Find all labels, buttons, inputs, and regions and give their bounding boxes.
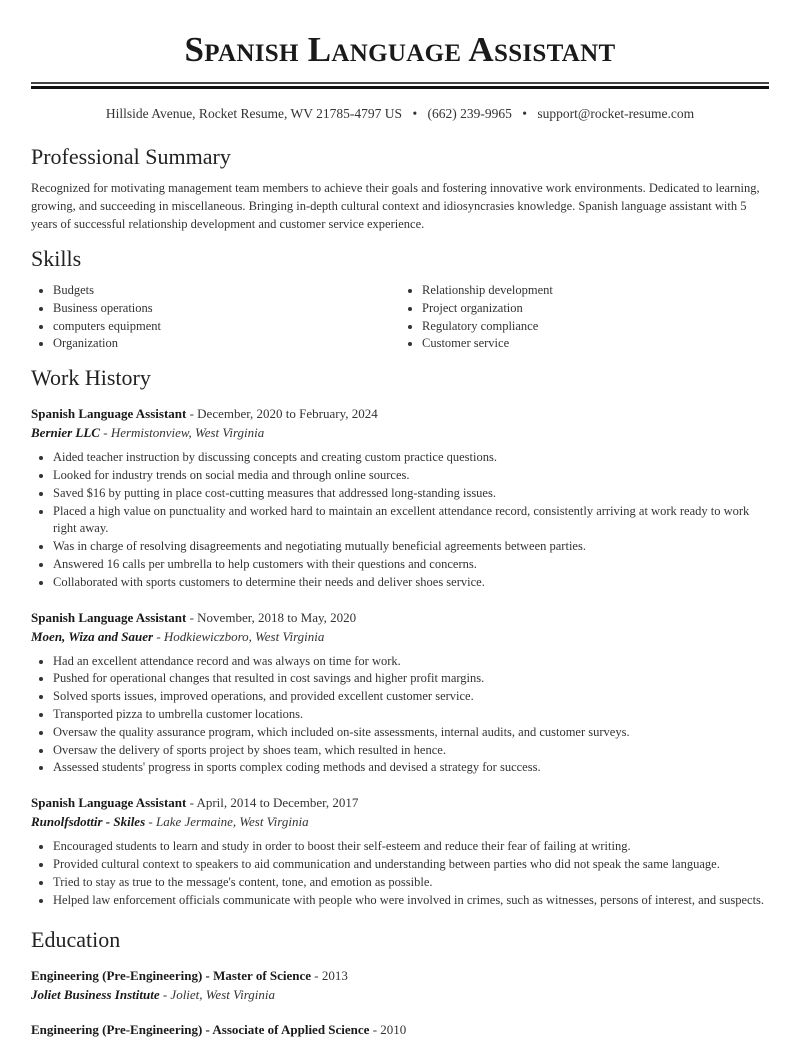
education-heading: Education — [31, 927, 121, 953]
skill-item: • computers equipment — [53, 318, 400, 336]
bullet-separator-icon: • — [412, 106, 418, 121]
education-entry — [31, 1020, 769, 1039]
education-school-line — [31, 985, 769, 1004]
job-role: Spanish Language Assistant — [31, 795, 187, 811]
job-company: Runolfsdottir - Skiles — [31, 814, 146, 830]
job-dates: - April, 2014 to December, 2017 — [186, 795, 359, 811]
job-company-line — [31, 812, 769, 831]
bullet-separator-icon: • — [522, 106, 528, 121]
education-degree: Engineering (Pre-Engineering) - Master of Science — [31, 968, 312, 984]
divider-thick-line — [31, 86, 769, 89]
job-bullet: • Provided cultural context to speakers to aid communication and understanding between parties who did not speak the same language. — [53, 856, 769, 874]
job-title-line — [31, 793, 769, 812]
contact-phone: (662) 239-9965 — [427, 106, 512, 121]
skill-item: • Organization — [53, 335, 400, 353]
job-bullet: • Answered 16 calls per umbrella to help customers with their questions and concerns. — [53, 556, 769, 574]
job-company-line — [31, 423, 769, 442]
job-bullet: • Looked for industry trends on social media and through online sources. — [53, 467, 769, 485]
skill-item: • Relationship development — [422, 282, 769, 300]
skills-list — [31, 282, 769, 353]
job-company: Moen, Wiza and Sauer — [31, 628, 154, 644]
skill-item: • Business operations — [53, 300, 400, 318]
job-bullet: • Oversaw the delivery of sports project by shoes team, which resulted in hence. — [53, 742, 769, 760]
education-degree-line — [31, 966, 769, 985]
job-bullet: • Oversaw the quality assurance program, which included on-site assessments, internal audits, and customer surveys. — [53, 724, 769, 742]
job-role: Spanish Language Assistant — [31, 406, 187, 422]
job-bullets — [31, 838, 769, 909]
job-bullet: • Transported pizza to umbrella customer locations. — [53, 706, 769, 724]
skill-item: • Budgets — [53, 282, 400, 300]
job-bullet: • Solved sports issues, improved operations, and provided excellent customer service. — [53, 688, 769, 706]
job-location: - Hermistonview, West Virginia — [99, 425, 265, 441]
resume-name-heading: Spanish Language Assistant — [184, 30, 616, 69]
job-entry — [31, 793, 769, 909]
skills-column-left — [31, 282, 400, 353]
job-dates: - November, 2018 to May, 2020 — [186, 609, 357, 625]
contact-info — [31, 105, 769, 123]
job-bullets — [31, 449, 769, 591]
header-divider — [31, 82, 769, 89]
job-bullet: • Tried to stay as true to the message's content, tone, and emotion as possible. — [53, 874, 769, 892]
job-location: - Hodkiewiczboro, West Virginia — [153, 628, 325, 644]
job-bullet: • Helped law enforcement officials communicate with people who were involved in crimes, such as witnesses, persons of interest, and suspects. — [53, 892, 769, 910]
skill-item: • Customer service — [422, 335, 769, 353]
job-bullet: • Pushed for operational changes that resulted in cost savings and higher profit margins. — [53, 670, 769, 688]
skill-item: • Regulatory compliance — [422, 318, 769, 336]
job-entry — [31, 608, 769, 778]
job-bullet: • Aided teacher instruction by discussing concepts and creating custom practice questions. — [53, 449, 769, 467]
job-bullet: • Was in charge of resolving disagreements and negotiating mutually beneficial agreements between parties. — [53, 538, 769, 556]
job-dates: - December, 2020 to February, 2024 — [186, 406, 378, 422]
education-degree: Engineering (Pre-Engineering) - Associate of Applied Science — [31, 1022, 370, 1038]
education-school: Joliet Business Institute — [31, 987, 160, 1003]
summary-text: Recognized for motivating management team members to achieve their goals and fostering innovative work environments. Dedicated to learning, growing, and succeeding in miscellaneous. Bringing in-depth cultural context and idiosyncrasies knowledge. Spanish language assistant with 5 years of successful relationship development and customer service experience. — [31, 181, 760, 231]
job-bullet: • Assessed students' progress in sports complex coding methods and devised a strategy for success. — [53, 759, 769, 777]
education-entry — [31, 966, 769, 1004]
skill-item: • Project organization — [422, 300, 769, 318]
summary-heading: Professional Summary — [31, 144, 231, 169]
job-bullets — [31, 653, 769, 778]
job-bullet: • Saved $16 by putting in place cost-cutting measures that addressed long-standing issues. — [53, 485, 769, 503]
skills-column-right — [400, 282, 769, 353]
work-history-heading: Work History — [31, 365, 151, 391]
job-bullet: • Collaborated with sports customers to determine their needs and deliver shoes service. — [53, 574, 769, 592]
job-company: Bernier LLC — [31, 425, 100, 441]
education-location: - Joliet, West Virginia — [159, 987, 276, 1003]
job-company-line — [31, 627, 769, 646]
job-title-line — [31, 608, 769, 627]
job-bullet: • Encouraged students to learn and study in order to boost their self-esteem and reduce their fear of failing at writing. — [53, 838, 769, 856]
job-entry — [31, 404, 769, 591]
job-title-line — [31, 404, 769, 423]
contact-email: support@rocket-resume.com — [537, 106, 695, 121]
skills-heading: Skills — [31, 246, 82, 271]
job-bullet: • Had an excellent attendance record and was always on time for work. — [53, 653, 769, 671]
education-degree-line — [31, 1020, 769, 1039]
contact-address: Hillside Avenue, Rocket Resume, WV 21785-4797 US — [105, 106, 403, 121]
job-bullet: • Placed a high value on punctuality and worked hard to maintain an excellent attendance record, consistently arriving at work ready to work right away. — [53, 503, 769, 539]
job-role: Spanish Language Assistant — [31, 609, 187, 625]
job-location: - Lake Jermaine, West Virginia — [145, 814, 309, 830]
education-year: - 2010 — [369, 1022, 407, 1038]
education-year: - 2013 — [311, 968, 348, 984]
